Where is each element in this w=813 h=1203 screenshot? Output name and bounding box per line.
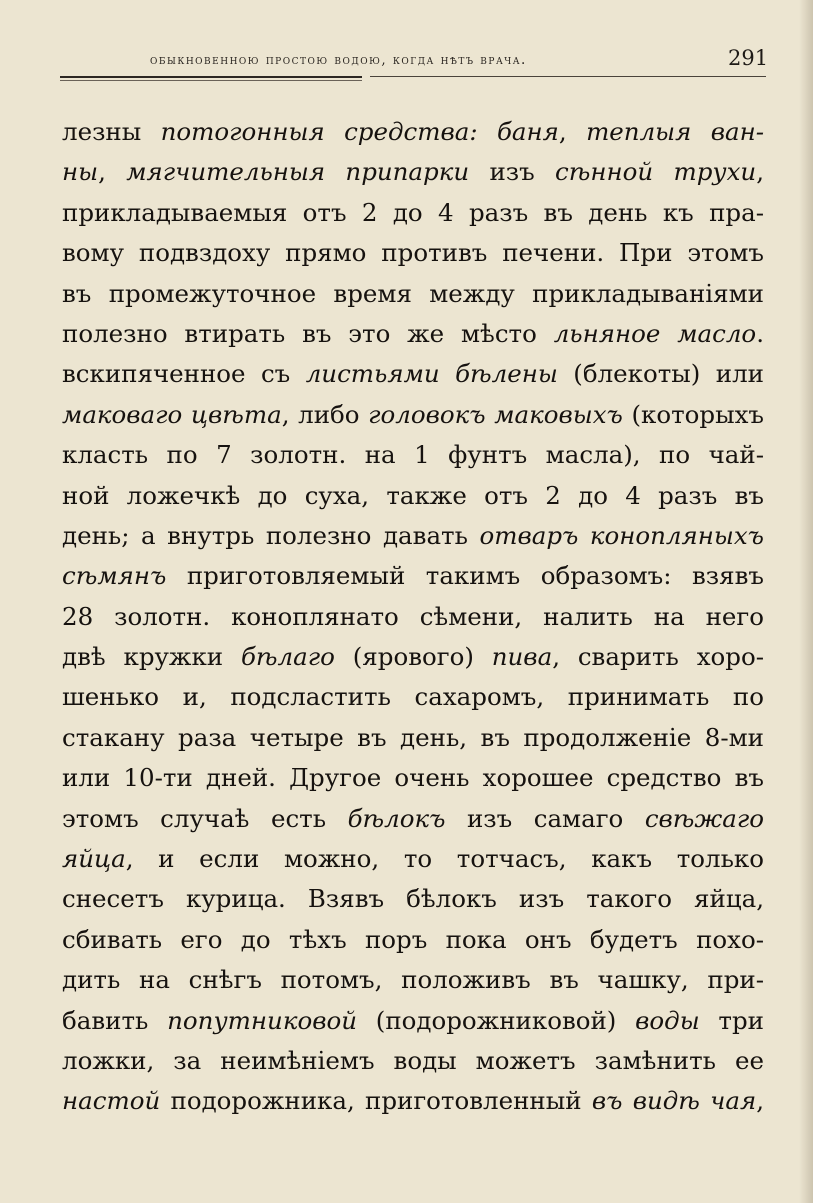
text-line	[62, 476, 764, 516]
text-line	[62, 152, 764, 192]
text-run: 28 золотн. коноплянато сѣмени, налить на него	[62, 601, 764, 631]
text-run: ,	[558, 117, 587, 146]
italic-run: попутниковой	[167, 1005, 357, 1035]
header-rule-right	[370, 76, 766, 77]
italic-run: воды	[635, 1005, 700, 1035]
text-run: вскипяченное съ	[62, 359, 306, 389]
italic-run: теплыя ван-	[586, 117, 764, 146]
text-run: ,	[756, 1086, 764, 1116]
text-line	[62, 435, 764, 475]
header-rule-thick	[60, 76, 362, 78]
text-run: двѣ кружки	[62, 642, 241, 672]
text-run: , и если можно, то тотчасъ, какъ только	[125, 844, 764, 874]
text-line	[62, 920, 764, 960]
text-run: (ярового)	[334, 642, 492, 672]
text-run: въ промежуточное время между прикладываніями	[62, 278, 764, 308]
text-run: (блекоты) или	[557, 359, 764, 389]
italic-run: настой	[62, 1086, 161, 1116]
italic-run: потогонныя средства: баня	[160, 117, 559, 146]
text-run: вому подвздоху прямо противъ печени. При этомъ	[62, 238, 764, 268]
text-run: ной ложечкѣ до суха, также отъ 2 до 4 разъ въ	[62, 480, 764, 510]
italic-run: ны	[62, 157, 99, 187]
text-run: приготовляемый такимъ образомъ: взявъ	[166, 561, 764, 591]
gutter-shadow	[799, 0, 813, 1203]
text-line	[62, 314, 764, 354]
text-run: класть по 7 золотн. на 1 фунтъ масла), по чай-	[62, 440, 764, 470]
italic-run: свѣжаго	[644, 803, 764, 833]
text-line	[62, 354, 764, 394]
text-line	[62, 112, 764, 152]
text-line	[62, 1081, 764, 1121]
text-line	[62, 1001, 764, 1041]
italic-run: листьями бѣлены	[305, 359, 558, 389]
text-line	[62, 395, 764, 435]
text-run: ложки, за неимѣніемъ воды можетъ замѣнить ее	[62, 1045, 764, 1075]
text-run: стакану раза четыре въ день, въ продолженіе 8-ми	[62, 722, 764, 752]
text-run: день; а внутрь полезно давать	[62, 520, 480, 550]
text-line	[62, 597, 764, 637]
italic-run: яйца	[62, 844, 126, 874]
text-line	[62, 556, 764, 596]
text-run: три	[699, 1005, 764, 1035]
text-line	[62, 758, 764, 798]
text-line	[62, 637, 764, 677]
text-run: или 10-ти дней. Другое очень хорошее средство въ	[62, 763, 764, 793]
italic-run: отваръ конопляныхъ	[479, 520, 764, 550]
text-line	[62, 839, 764, 879]
text-run: полезно втирать въ это же мѣсто	[62, 318, 554, 348]
text-line	[62, 233, 764, 273]
text-run: подорожника, приготовленный	[160, 1086, 592, 1116]
text-run: изъ	[469, 157, 556, 187]
italic-run: бѣлокъ	[347, 803, 446, 833]
text-run: дить на снѣгъ потомъ, положивъ въ чашку, при-	[62, 965, 764, 995]
text-run: (которыхъ	[622, 399, 764, 429]
italic-run: бѣлаго	[240, 642, 335, 672]
text-line	[62, 960, 764, 1000]
text-run: сбивать его до тѣхъ поръ пока онъ будетъ похо-	[62, 924, 764, 954]
header-rule-thin	[60, 80, 362, 81]
italic-run: головокъ маковыхъ	[368, 399, 623, 429]
text-run: , сварить хоро-	[552, 642, 764, 672]
text-line	[62, 193, 764, 233]
text-run: ,	[98, 157, 127, 187]
text-run: этомъ случаѣ есть	[62, 803, 348, 833]
text-run: прикладываемыя отъ 2 до 4 разъ въ день къ пра-	[62, 197, 764, 227]
text-run: (подорожниковой)	[357, 1005, 636, 1035]
italic-run: маковаго цвѣта	[62, 399, 282, 429]
italic-run: льняное масло	[553, 318, 757, 348]
italic-run: сѣмянъ	[62, 561, 167, 591]
text-run: бавить	[62, 1005, 168, 1035]
italic-run: сѣнной трухи	[555, 157, 757, 187]
text-line	[62, 274, 764, 314]
text-run: снесетъ курица. Взявъ бѣлокъ изъ такого яйца,	[62, 884, 764, 914]
text-line	[62, 799, 764, 839]
text-run: шенько и, подсластить сахаромъ, принимать по	[62, 682, 764, 712]
body-text	[62, 112, 764, 1122]
text-line	[62, 718, 764, 758]
text-line	[62, 879, 764, 919]
text-run: лезны	[62, 117, 161, 146]
italic-run: мягчительныя припарки	[126, 157, 470, 187]
running-head: обыкновенною простою водою, когда нѣтъ врача.	[150, 52, 527, 68]
text-run: , либо	[281, 399, 369, 429]
page-number: 291	[728, 46, 769, 70]
text-run: изъ самаго	[445, 803, 645, 833]
text-run: .	[756, 318, 764, 348]
text-run: ,	[756, 157, 764, 187]
text-line	[62, 677, 764, 717]
text-line	[62, 1041, 764, 1081]
italic-run: въ видѣ чая	[591, 1086, 757, 1116]
italic-run: пива	[491, 642, 553, 672]
text-line	[62, 516, 764, 556]
